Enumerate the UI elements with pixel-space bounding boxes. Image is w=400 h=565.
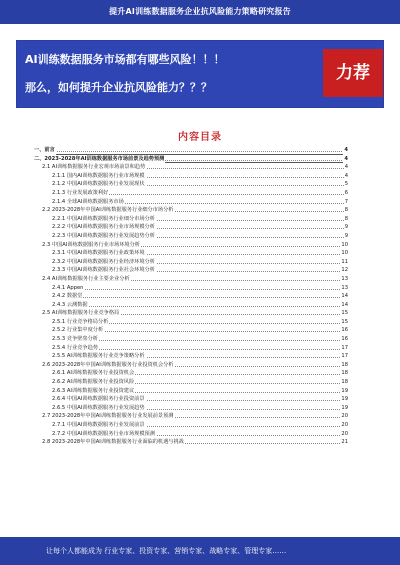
toc-entry-page: 10 — [341, 250, 348, 257]
toc-entry-title: 2.8 2023-2028年中国AI训练数据服务行业面临的机遇与挑战 — [42, 439, 184, 446]
toc-entry-page: 14 — [341, 293, 348, 300]
toc-entry[interactable] — [34, 275, 348, 284]
toc-entry[interactable] — [34, 292, 348, 301]
toc-entry-page: 21 — [341, 439, 348, 446]
toc-entry[interactable] — [34, 438, 348, 447]
toc-entry[interactable] — [34, 189, 348, 198]
toc-entry-page: 17 — [341, 353, 348, 360]
toc-entry[interactable] — [34, 369, 348, 378]
toc-entry-page: 4 — [344, 172, 348, 179]
toc-entry[interactable] — [34, 412, 348, 421]
toc-entry-title: 2.6.3 AI训练数据服务行业投资建议 — [52, 387, 135, 394]
toc-entry-page: 20 — [341, 413, 348, 420]
brand-badge: 力荐 — [323, 49, 383, 97]
toc-entry-title: 2.6.4 中国AI训练数据服务行业投资前景 — [52, 396, 145, 403]
toc-entry[interactable] — [34, 430, 348, 439]
toc-entry-title: 2.5 AI训练数据服务行业竞争格局 — [42, 310, 120, 317]
toc-entry[interactable] — [34, 232, 348, 241]
toc-entry-title: 2.4.2 数据堂 — [52, 293, 83, 300]
toc-entry-page: 7 — [344, 198, 348, 205]
banner-headline: AI训练数据服务市场都有哪些风险！！！ — [25, 53, 225, 66]
toc-entry[interactable] — [34, 215, 348, 224]
toc-entry-page: 4 — [344, 155, 348, 162]
toc-entry-title: 2.1 AI训练数据服务行业宏观市场前景和趋势 — [42, 164, 146, 171]
toc-entry-title: 2.2.1 中国AI训练数据服务行业细分市场分析 — [52, 215, 155, 222]
toc-entry[interactable] — [34, 352, 348, 361]
toc-entry-page: 17 — [341, 344, 348, 351]
toc-entry-title: 2.5.4 行业竞争趋势 — [52, 344, 98, 351]
toc-entry-page: 19 — [341, 396, 348, 403]
toc-entry[interactable] — [34, 301, 348, 310]
toc-entry[interactable] — [34, 421, 348, 430]
toc-entry-title: 2.7 2023-2028年中国AI训练数据服务行业发展前景预测 — [42, 413, 174, 420]
toc-entry[interactable] — [34, 318, 348, 327]
toc-entry-page: 16 — [341, 327, 348, 334]
toc-entry[interactable] — [34, 180, 348, 189]
toc-entry-page: 20 — [341, 422, 348, 428]
toc-entry-page: 19 — [341, 404, 348, 411]
toc-leader-dots — [52, 297, 348, 298]
toc-entry-title: 2.1.2 中国AI训练数据服务行业发展现状 — [52, 181, 145, 188]
toc-entry-title: 2.2.2 中国AI训练数据服务行业市场规模分析 — [52, 224, 155, 231]
toc-entry-page: 14 — [341, 301, 348, 308]
toc-entry[interactable] — [34, 146, 348, 155]
toc-entry[interactable] — [34, 395, 348, 404]
toc-entry-title: 2.6.1 AI训练数据服务行业投资机会 — [52, 370, 135, 377]
toc-entry-page: 18 — [341, 370, 348, 377]
toc-entry[interactable] — [34, 378, 348, 387]
toc-entry-title: 2.6 2023-2028年中国AI训练数据服务行业投资机会分析 — [42, 361, 174, 368]
toc-entry-title: 2.5.2 行业集中度分析 — [52, 327, 104, 334]
toc-entry[interactable] — [34, 198, 348, 207]
toc-entry[interactable] — [34, 155, 348, 164]
toc-entry[interactable] — [34, 387, 348, 396]
toc-entry-title: 2.6.2 AI训练数据服务行业投资风险 — [52, 379, 135, 386]
toc-leader-dots — [52, 306, 348, 307]
toc-entry-page: 20 — [341, 430, 348, 437]
header-title: 提升AI训练数据服务企业抗风险能力策略研究报告 — [109, 7, 291, 16]
title-banner — [16, 40, 384, 108]
toc-entry-title: 2.6.5 中国AI训练数据服务行业发展趋势 — [52, 404, 145, 411]
toc-entry[interactable] — [34, 206, 348, 215]
footer-bar — [0, 537, 400, 565]
toc-entry-title: 2.3.1 中国AI训练数据服务行业政策环境 — [52, 250, 145, 257]
toc-entry-title: 2.4 AI训练数据服务行业主要企业分析 — [42, 275, 130, 282]
toc-entry-title: 2.3.3 中国AI训练数据服务行业社会环境分析 — [52, 267, 155, 274]
toc-entry[interactable] — [34, 309, 348, 318]
toc-entry[interactable] — [34, 266, 348, 275]
toc-entry-title: 2.7.2 中国AI训练数据服务行业市场规模预测 — [52, 430, 155, 437]
toc-entry-title: 2.5.5 AI训练数据服务行业竞争策略分析 — [52, 353, 145, 360]
toc-entry-page: 12 — [341, 267, 348, 274]
toc-entry-title: 2.2 2023-2028年中国AI训练数据服务行业细分市场分析 — [42, 207, 174, 214]
toc-entry-page: 10 — [341, 241, 348, 248]
toc-entry[interactable] — [34, 361, 348, 370]
banner-subheadline: 那么，如何提升企业抗风险能力？？？ — [25, 81, 212, 94]
toc-entry[interactable] — [34, 163, 348, 172]
toc-leader-dots — [52, 289, 348, 290]
toc-entry-title: 2.3 中国AI训练数据服务行业市场环境分析 — [42, 241, 140, 248]
toc-entry-title: 2.5.3 竞争壁垒分析 — [52, 336, 98, 343]
toc-entry-page: 9 — [344, 224, 348, 231]
toc-entry-page: 5 — [344, 181, 348, 188]
toc-entry-page: 18 — [341, 361, 348, 368]
toc-entry[interactable] — [34, 249, 348, 258]
toc-entry-page: 15 — [341, 310, 348, 317]
toc-entry-title: 2.1.1 国内AI训练数据服务行业市场规模 — [52, 172, 145, 179]
toc-entry[interactable] — [34, 284, 348, 293]
toc-entry-page: 15 — [341, 318, 348, 325]
header-bar — [0, 0, 400, 24]
toc-entry-title: 2.1.4 全球AI训练数据服务市场 — [52, 198, 124, 205]
toc-entry-page: 16 — [341, 336, 348, 343]
toc-entry-title: 2.5.1 行业竞争格局分析 — [52, 318, 109, 325]
toc-entry-page: 19 — [341, 387, 348, 394]
toc-entry-page: 9 — [344, 232, 348, 239]
toc-entry[interactable] — [34, 335, 348, 344]
toc-heading: 内容目录 — [178, 132, 222, 143]
toc-entry-title: 一、前言 — [34, 147, 55, 153]
toc-entry-page: 11 — [341, 258, 348, 265]
toc-entry-page: 13 — [341, 275, 348, 282]
toc-entry-title: 2.3.2 中国AI训练数据服务行业经济环境分析 — [52, 258, 155, 265]
toc-entry[interactable] — [34, 172, 348, 181]
toc-entry-page: 8 — [344, 207, 348, 214]
toc-entry-page: 18 — [341, 379, 348, 386]
toc-entry-page: 13 — [341, 284, 348, 291]
toc-entry[interactable] — [34, 258, 348, 267]
toc-entry-title: 二、2023-2028年AI训练数据服务市场前景及趋势预测 — [34, 155, 165, 162]
toc-entry[interactable] — [34, 241, 348, 250]
toc-entry-page: 4 — [344, 147, 348, 153]
toc-entry[interactable] — [34, 344, 348, 353]
toc-entry[interactable] — [34, 326, 348, 335]
footer-text: 让每个人都能成为 行业专家、投资专家、营销专家、战略专家、管理专家…… — [46, 547, 287, 555]
toc-entry-page: 8 — [344, 215, 348, 222]
toc-entry-title: 2.4.1 Appen — [52, 284, 84, 291]
table-of-contents — [34, 146, 348, 447]
toc-entry[interactable] — [34, 223, 348, 232]
toc-entry-title: 2.2.3 中国AI训练数据服务行业发展趋势分析 — [52, 232, 155, 239]
toc-entry[interactable] — [34, 404, 348, 413]
toc-leader-dots — [34, 151, 348, 152]
toc-entry-title: 2.4.3 云测数据 — [52, 301, 88, 308]
toc-entry-title: 2.1.3 行业发展政策利好 — [52, 189, 109, 196]
toc-entry-page: 4 — [344, 164, 348, 171]
toc-entry-page: 6 — [344, 189, 348, 196]
toc-entry-title: 2.7.1 中国AI训练数据服务行业发展前景 — [52, 422, 145, 428]
